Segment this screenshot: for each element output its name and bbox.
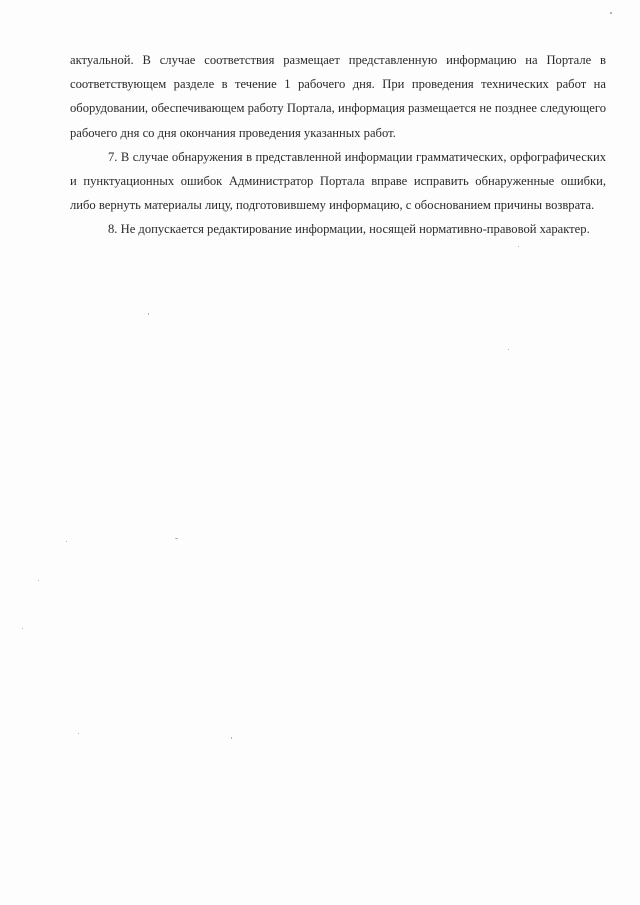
scan-speck xyxy=(175,538,178,539)
scan-speck xyxy=(148,313,149,315)
scan-speck xyxy=(518,246,519,247)
paragraph-item-7: 7. В случае обнаружения в представленной информации грамматических, орфографических и пунктуационных ошибок Администратор Портала вправе исправить обнаруженные ошибки, либо вернуть материалы лицу, подготовившему информацию, с обоснованием причины возврата. xyxy=(70,149,606,213)
scan-speck xyxy=(38,580,39,581)
scan-speck xyxy=(231,737,232,739)
scan-speck xyxy=(508,349,509,350)
scan-speck xyxy=(78,733,79,734)
scan-speck xyxy=(610,12,612,14)
scan-speck xyxy=(66,541,67,542)
paragraph-continuation: актуальной. В случае соответствия размещает представленную информацию на Портале в соответствующем разделе в течение 1 рабочего дня. При проведения технических работ на оборудовании, обеспечивающем работу Портала, информация размещается не позднее следующего рабочего дня со дня окончания проведения указанных работ. xyxy=(70,53,606,140)
scan-speck xyxy=(22,628,23,629)
document-body xyxy=(70,48,606,242)
paragraph-item-8: 8. Не допускается редактирование информации, носящей нормативно-правовой характер. xyxy=(108,222,590,237)
